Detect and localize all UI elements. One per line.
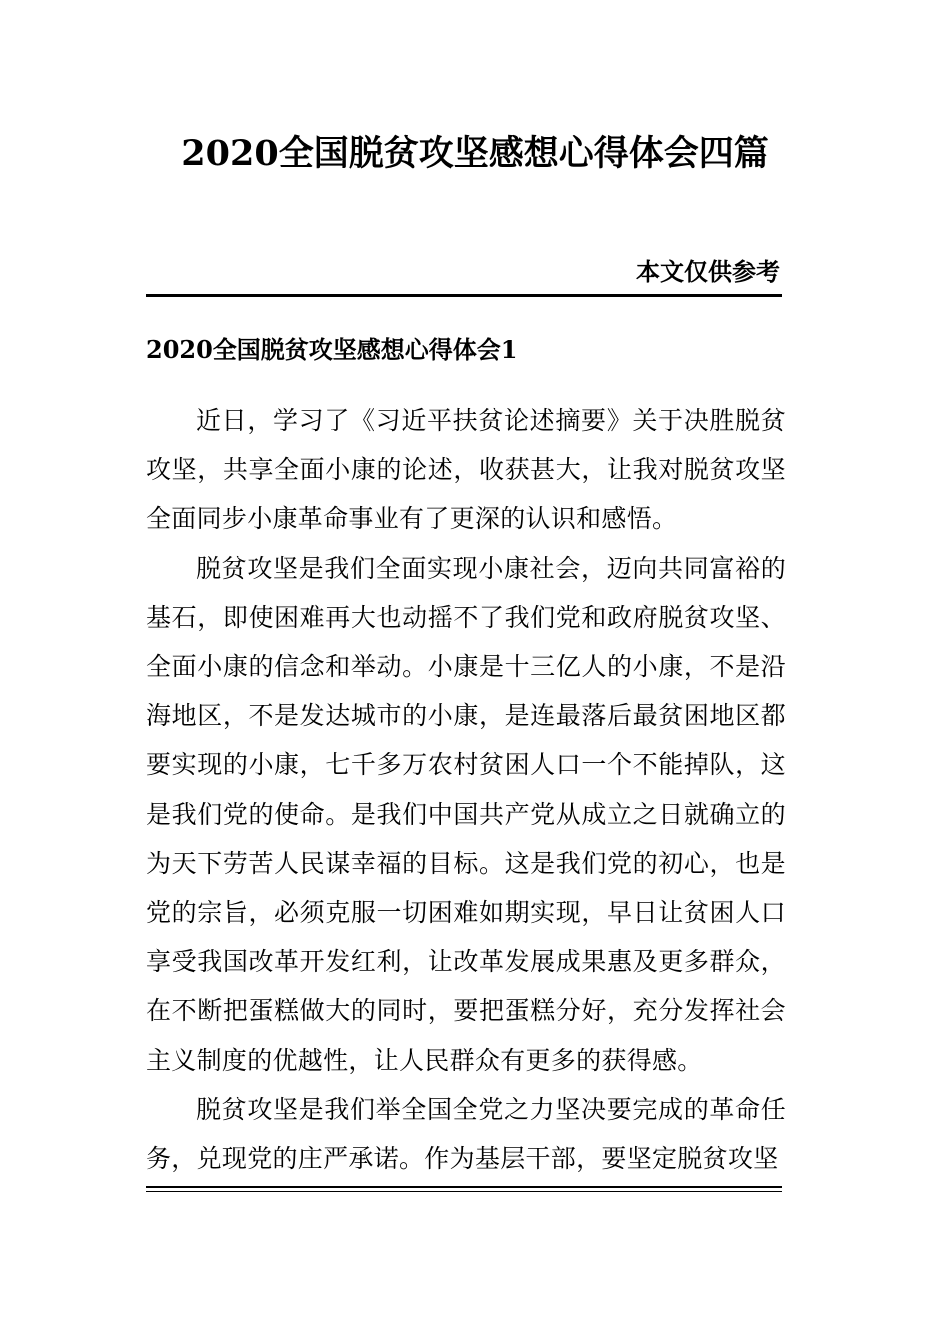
paragraph-1: 近日，学习了《习近平扶贫论述摘要》关于决胜脱贫攻坚，共享全面小康的论述，收获甚大，让我对脱贫攻坚全面同步小康革命事业有了更深的认识和感悟。 (146, 406, 786, 534)
reference-note: 本文仅供参考 (636, 257, 780, 286)
header-divider (146, 294, 782, 297)
footer-divider (146, 1186, 782, 1192)
document-title: 2020全国脱贫攻坚感想心得体会四篇 (181, 133, 769, 174)
paragraph-2: 脱贫攻坚是我们全面实现小康社会，迈向共同富裕的基石，即使困难再大也动摇不了我们党和政府脱贫攻坚、全面小康的信念和举动。小康是十三亿人的小康，不是沿海地区，不是发达城市的小康，是连最落后最贫困地区都要实现的小康，七千多万农村贫困人口一个不能掉队，这是我们党的使命。是我们中国共产党从成立之日就确立的为天下劳苦人民谋幸福的目标。这是我们党的初心，也是党的宗旨，必须克服一切困难如期实现，早日让贫困人口享受我国改革开发红利，让改革发展成果惠及更多群众，在不断把蛋糕做大的同时，要把蛋糕分好，充分发挥社会主义制度的优越性，让人民群众有更多的获得感。 (146, 553, 786, 1075)
paragraph-3: 脱贫攻坚是我们举全国全党之力坚决要完成的革命任务，兑现党的庄严承诺。作为基层干部，要坚定脱贫攻坚 (146, 1094, 786, 1174)
body-text (146, 396, 786, 1183)
section-heading: 2020全国脱贫攻坚感想心得体会1 (146, 335, 518, 364)
